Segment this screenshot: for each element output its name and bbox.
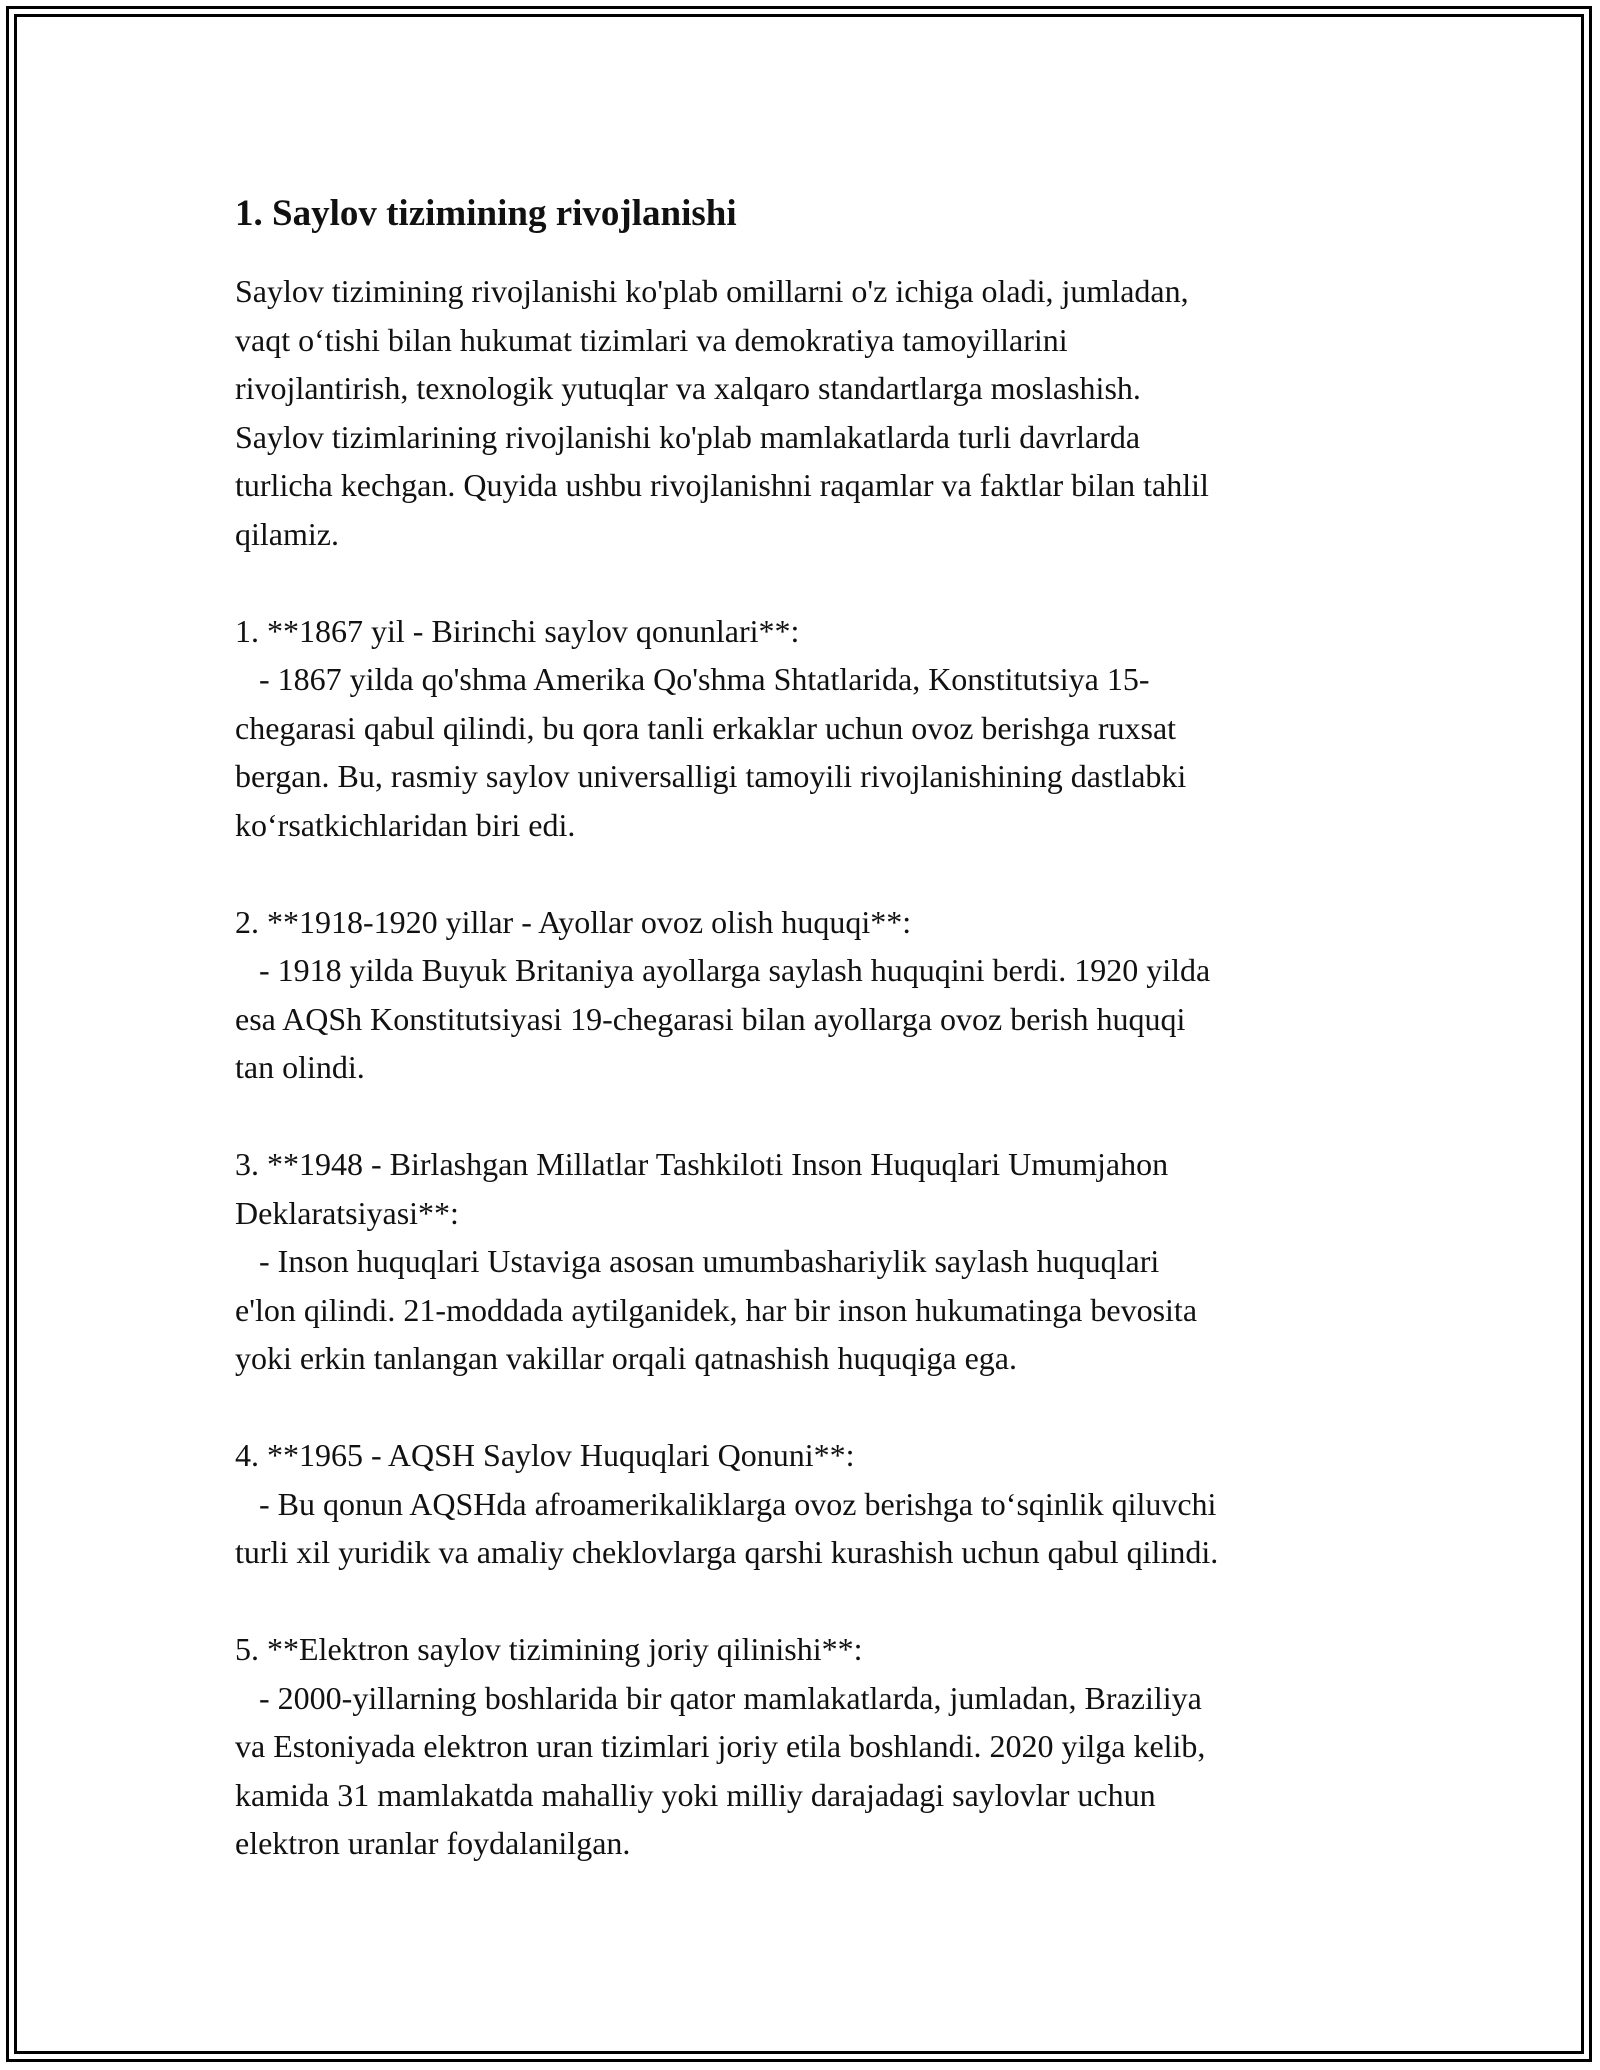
document-content bbox=[235, 188, 1370, 1868]
document-title: 1. Saylov tizimining rivojlanishi bbox=[235, 193, 737, 234]
document-body-text: Saylov tizimining rivojlanishi ko'plab omillarni o'z ichiga oladi, jumladan, vaqt o‘tishi bilan hukumat tizimlari va demokratiya tamoyillarini rivojlantirish, texnologik yutuqlar va xalqaro standartlarga moslashish. Saylov tizimlarining rivojlanishi ko'plab mamlakatlarda turli davrlarda turlicha kechgan. Quyida ushbu rivojlanishni raqamlar va faktlar bilan tahlil qilamiz. 1. **1867 yil - Birinchi saylov qonunlari**: - 1867 yilda qo'shma Amerika Qo'shma Shtatlarida, Konstitutsiya 15- chegarasi qabul qilindi, bu qora tanli erkaklar uchun ovoz berishga ruxsat bergan. Bu, rasmiy saylov universalligi tamoyili rivojlanishining dastlabki ko‘rsatkichlaridan biri edi. 2. **1918-1920 yillar - Ayollar ovoz olish huquqi**: - 1918 yilda Buyuk Britaniya ayollarga saylash huquqini berdi. 1920 yilda esa AQSh Konstitutsiyasi 19-chegarasi bilan ayollarga ovoz berish huquqi tan olindi. 3. **1948 - Birlashgan Millatlar Tashkiloti Inson Huquqlari Umumjahon Deklaratsiyasi**: - Inson huquqlari Ustaviga asosan umumbashariylik saylash huquqlari e'lon qilindi. 21-moddada aytilganidek, har bir inson hukumatinga bevosita yoki erkin tanlangan vakillar orqali qatnashish huquqiga ega. 4. **1965 - AQSH Saylov Huquqlari Qonuni**: - Bu qonun AQSHda afroamerikaliklarga ovoz berishga to‘sqinlik qiluvchi turli xil yuridik va amaliy cheklovlarga qarshi kurashish uchun qabul qilindi. 5. **Elektron saylov tizimining joriy qilinishi**: - 2000-yillarning boshlarida bir qator mamlakatlarda, jumladan, Braziliya va Estoniyada elektron uran tizimlari joriy etila boshlandi. 2020 yilga kelib, kamida 31 mamlakatda mahalliy yoki milliy darajadagi saylovlar uchun elektron uranlar foydalanilgan. bbox=[235, 273, 1219, 1861]
